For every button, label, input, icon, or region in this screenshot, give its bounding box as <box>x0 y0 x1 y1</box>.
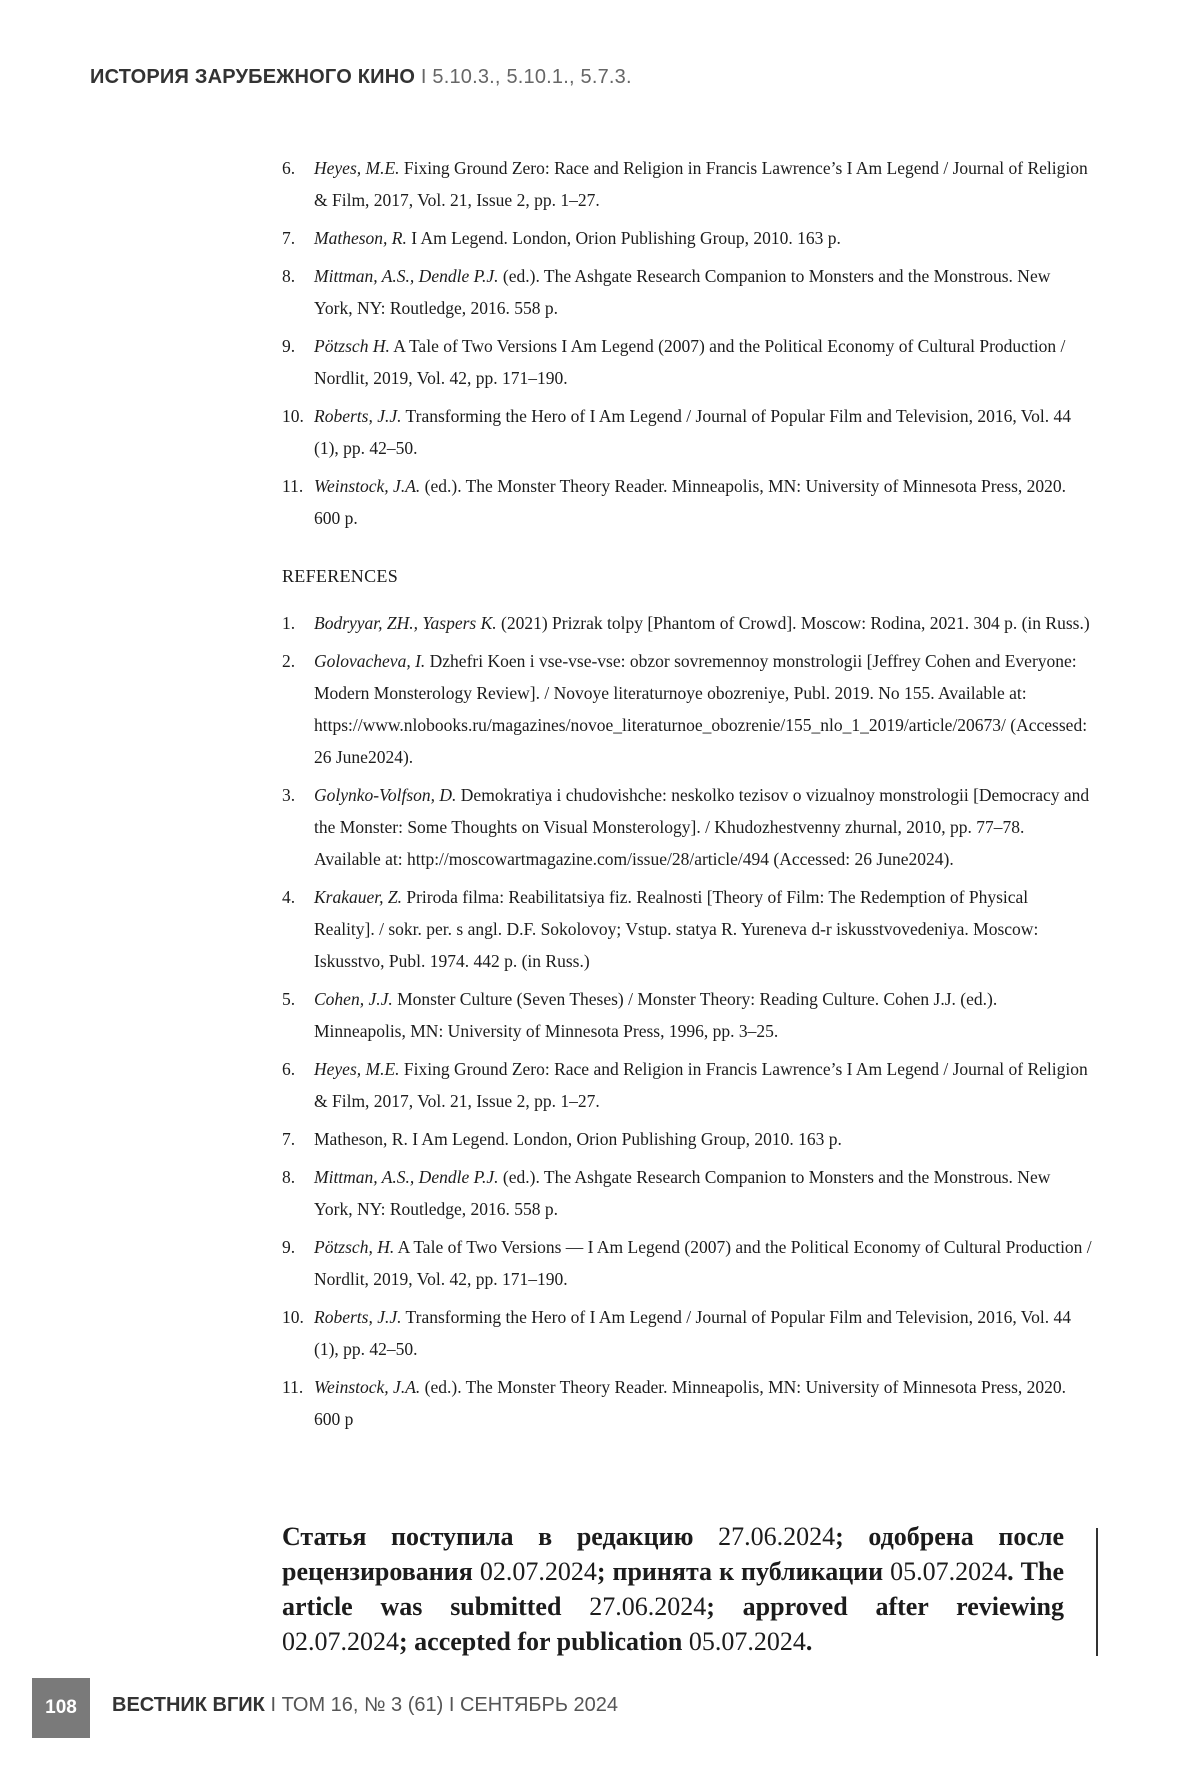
running-head <box>90 66 632 89</box>
reference-author: Roberts, J.J. <box>314 406 401 426</box>
reference-number: 6. <box>282 152 295 184</box>
reference-item <box>282 152 1092 216</box>
reference-author: Pötzsch, H. <box>314 1237 394 1257</box>
reference-text: (2021) Prizrak tolpy [Phantom of Crowd]. Moscow: Rodina, 2021. 304 p. (in Russ.) <box>497 613 1090 633</box>
reference-item <box>282 400 1092 464</box>
reference-text: Matheson, R. I Am Legend. London, Orion Publishing Group, 2010. 163 p. <box>314 1129 842 1149</box>
reference-author: Weinstock, J.A. <box>314 476 420 496</box>
reference-text: A Tale of Two Versions I Am Legend (2007) and the Political Economy of Cultural Production / Nordlit, 2019, Vol. 42, pp. 171–190. <box>314 336 1065 388</box>
reference-text: Transforming the Hero of I Am Legend / Journal of Popular Film and Television, 2016, Vol. 44 (1), pp. 42–50. <box>314 406 1071 458</box>
note-ru-date: 05.07.2024 <box>890 1557 1007 1586</box>
note-ru-date: 27.06.2024 <box>718 1522 835 1551</box>
section-title: ИСТОРИЯ ЗАРУБЕЖНОГО КИНО <box>90 66 415 88</box>
reference-text: Demokratiya i chudovishche: neskolko tezisov o vizualnoy monstrologii [Democracy and the Monster: Some Thoughts on Visual Monsterology]. / Khudozhestvenny zhurnal, 2010, pp. 77–78. Available at: http://moscowartmagazine.com/issue/28/article/494 (Accessed: 26 June2024). <box>314 785 1089 869</box>
page-number: 108 <box>32 1678 90 1738</box>
note-ru-date: 02.07.2024 <box>480 1557 597 1586</box>
reference-item <box>282 1301 1092 1365</box>
note-en-part: ; accepted for publication <box>399 1627 689 1656</box>
reference-item <box>282 470 1092 534</box>
note-en-part: ; approved after reviewing <box>706 1592 1064 1621</box>
reference-text: A Tale of Two Versions — I Am Legend (2007) and the Political Economy of Cultural Production / Nordlit, 2019, Vol. 42, pp. 171–190. <box>314 1237 1092 1289</box>
reference-number: 7. <box>282 1123 295 1155</box>
reference-item <box>282 779 1092 875</box>
reference-number: 6. <box>282 1053 295 1085</box>
footer-separator: I <box>443 1694 460 1716</box>
references-heading: REFERENCES <box>282 560 398 592</box>
reference-item <box>282 983 1092 1047</box>
reference-author: Golynko-Volfson, D. <box>314 785 456 805</box>
reference-number: 10. <box>282 400 304 432</box>
reference-number: 9. <box>282 1231 295 1263</box>
reference-list-en <box>282 607 1092 1441</box>
section-codes: 5.10.3., 5.10.1., 5.7.3. <box>432 66 631 88</box>
note-ru-part: Статья поступила в редакцию <box>282 1522 718 1551</box>
issue-date: СЕНТЯБРЬ 2024 <box>460 1694 618 1716</box>
reference-list-ru <box>282 152 1092 540</box>
reference-item <box>282 881 1092 977</box>
reference-number: 7. <box>282 222 295 254</box>
reference-number: 11. <box>282 1371 303 1403</box>
reference-item <box>282 1371 1092 1435</box>
reference-author: Krakauer, Z. <box>314 887 402 907</box>
journal-title: ВЕСТНИК ВГИК <box>112 1694 265 1716</box>
reference-author: Mittman, A.S., Dendle P.J. <box>314 1167 499 1187</box>
reference-text: Fixing Ground Zero: Race and Religion in Francis Lawrence’s I Am Legend / Journal of Religion & Film, 2017, Vol. 21, Issue 2, pp. 1–27. <box>314 1059 1088 1111</box>
reference-number: 8. <box>282 260 295 292</box>
submission-note <box>282 1519 1064 1659</box>
reference-number: 11. <box>282 470 303 502</box>
reference-number: 1. <box>282 607 295 639</box>
reference-item <box>282 1123 1092 1155</box>
reference-text: I Am Legend. London, Orion Publishing Group, 2010. 163 p. <box>407 228 841 248</box>
note-en-part: . <box>806 1627 813 1656</box>
reference-number: 2. <box>282 645 295 677</box>
reference-item <box>282 1053 1092 1117</box>
reference-author: Matheson, R. <box>314 228 407 248</box>
reference-item <box>282 222 1092 254</box>
reference-text: (ed.). The Ashgate Research Companion to Monsters and the Monstrous. New York, NY: Routledge, 2016. 558 p. <box>314 1167 1050 1219</box>
reference-author: Mittman, A.S., Dendle P.J. <box>314 266 499 286</box>
note-en-date: 02.07.2024 <box>282 1627 399 1656</box>
journal-footer <box>112 1694 618 1717</box>
note-en-date: 27.06.2024 <box>589 1592 706 1621</box>
footer-separator: I <box>265 1694 282 1716</box>
reference-author: Heyes, M.E. <box>314 1059 400 1079</box>
reference-number: 9. <box>282 330 295 362</box>
reference-author: Heyes, M.E. <box>314 158 400 178</box>
note-ru-part: ; одобрена после рецензирования <box>282 1522 1064 1586</box>
reference-item <box>282 330 1092 394</box>
reference-number: 5. <box>282 983 295 1015</box>
reference-text: (ed.). The Monster Theory Reader. Minneapolis, MN: University of Minnesota Press, 2020. 600 p <box>314 1377 1066 1429</box>
note-ru-part: ; принята к публикации <box>597 1557 890 1586</box>
reference-item <box>282 260 1092 324</box>
reference-text: Fixing Ground Zero: Race and Religion in Francis Lawrence’s I Am Legend / Journal of Religion & Film, 2017, Vol. 21, Issue 2, pp. 1–27. <box>314 158 1088 210</box>
reference-item <box>282 607 1092 639</box>
reference-author: Golovacheva, I. <box>314 651 425 671</box>
issue-info: ТОМ 16, № 3 (61) <box>282 1694 444 1716</box>
header-separator: I <box>415 66 432 88</box>
reference-number: 4. <box>282 881 295 913</box>
reference-text: (ed.). The Monster Theory Reader. Minneapolis, MN: University of Minnesota Press, 2020. 600 p. <box>314 476 1066 528</box>
reference-text: (ed.). The Ashgate Research Companion to Monsters and the Monstrous. New York, NY: Routledge, 2016. 558 p. <box>314 266 1050 318</box>
reference-author: Pötzsch H. <box>314 336 390 356</box>
reference-author: Bodryyar, ZH., Yaspers K. <box>314 613 497 633</box>
reference-item <box>282 1161 1092 1225</box>
reference-author: Cohen, J.J. <box>314 989 393 1009</box>
reference-item <box>282 645 1092 773</box>
reference-number: 8. <box>282 1161 295 1193</box>
reference-author: Roberts, J.J. <box>314 1307 401 1327</box>
note-en-part: The article was submitted <box>282 1557 1064 1621</box>
reference-text: Transforming the Hero of I Am Legend / Journal of Popular Film and Television, 2016, Vol. 44 (1), pp. 42–50. <box>314 1307 1071 1359</box>
reference-number: 10. <box>282 1301 304 1333</box>
vertical-rule <box>1096 1528 1098 1656</box>
reference-item <box>282 1231 1092 1295</box>
reference-text: Monster Culture (Seven Theses) / Monster Theory: Reading Culture. Cohen J.J. (ed.). Minneapolis, MN: University of Minnesota Press, 1996, pp. 3–25. <box>314 989 997 1041</box>
reference-text: Priroda filma: Reabilitatsiya fiz. Realnosti [Theory of Film: The Redemption of Physical Reality]. / sokr. per. s angl. D.F. Sokolovoy; Vstup. statya R. Yureneva d-r iskusstvovedeniya. Moscow: Iskusstvo, Publ. 1974. 442 p. (in Russ.) <box>314 887 1038 971</box>
reference-text: Dzhefri Koen i vse-vse-vse: obzor sovremennoy monstrologii [Jeffrey Cohen and Everyone: Modern Monsterology Review]. / Novoye literaturnoye obozreniye, Publ. 2019. No 155. Available at: https://www.nlobooks.ru/magazines/novoe_literaturnoe_obozrenie/155_nlo_1_2019/article/20673/ (Accessed: 26 June2024). <box>314 651 1087 767</box>
note-en-date: 05.07.2024 <box>689 1627 806 1656</box>
reference-number: 3. <box>282 779 295 811</box>
note-ru-part: . <box>1007 1557 1014 1586</box>
reference-author: Weinstock, J.A. <box>314 1377 420 1397</box>
